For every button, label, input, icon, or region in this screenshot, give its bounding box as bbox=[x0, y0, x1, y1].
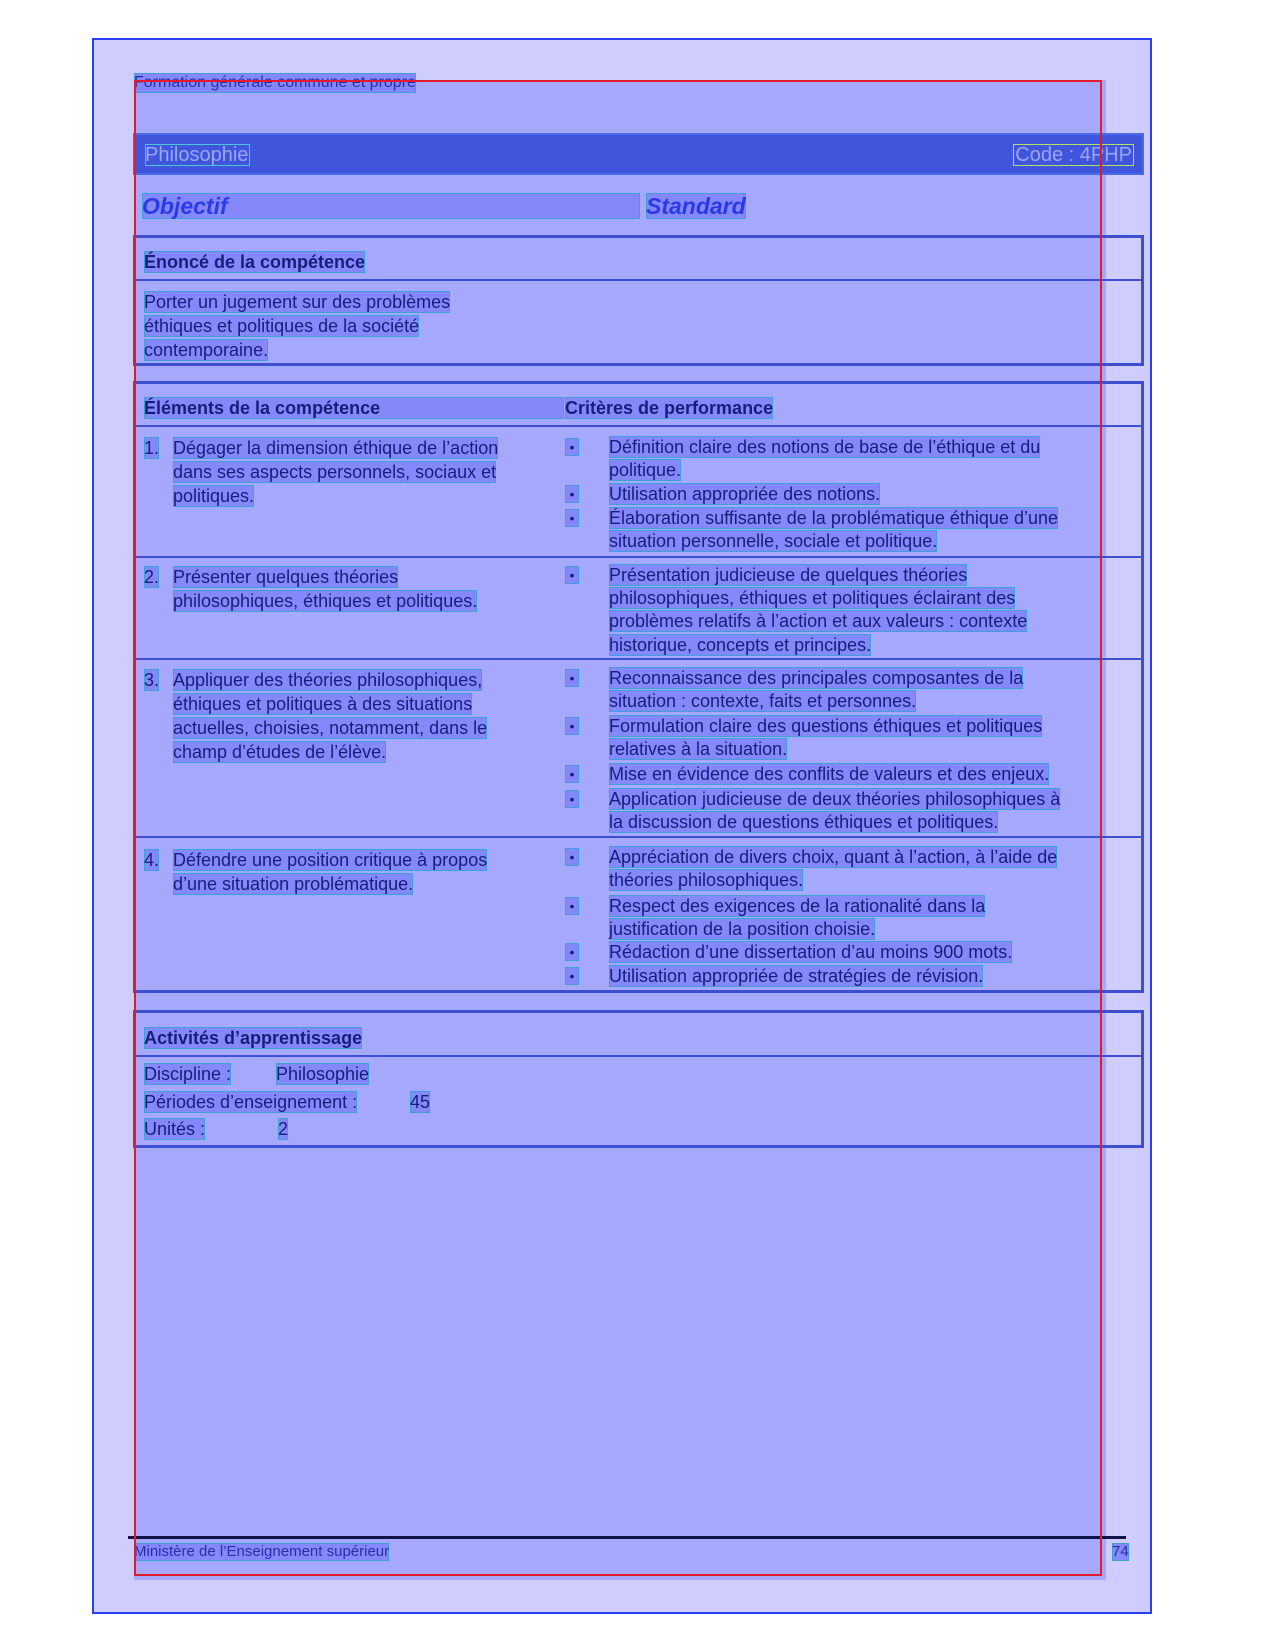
bullet-icon: • bbox=[565, 897, 579, 915]
bullet-icon: • bbox=[565, 485, 579, 503]
element-line: dans ses aspects personnels, sociaux et bbox=[173, 462, 497, 482]
element-line: Présenter quelques théories bbox=[173, 567, 399, 587]
element-number: 1. bbox=[144, 438, 160, 458]
element-line: Appliquer des théories philosophiques, bbox=[173, 670, 483, 690]
elements-column-header: Éléments de la compétence bbox=[144, 397, 564, 419]
element-line: éthiques et politiques à des situations bbox=[173, 694, 473, 714]
discipline-value: Philosophie bbox=[276, 1064, 370, 1084]
course-code: Code : 4PHP bbox=[1015, 144, 1132, 166]
element-line: champ d’études de l’élève. bbox=[173, 742, 387, 762]
criterion-line: politique. bbox=[609, 460, 682, 480]
bullet-icon: • bbox=[565, 790, 579, 808]
criterion-line: relatives à la situation. bbox=[609, 739, 788, 759]
criterion-line: situation : contexte, faits et personnes. bbox=[609, 691, 917, 711]
element-line: Dégager la dimension éthique de l’action bbox=[173, 438, 499, 458]
activites-title: Activités d’apprentissage bbox=[144, 1028, 363, 1048]
criterion-line: justification de la position choisie. bbox=[609, 919, 876, 939]
bullet-icon: • bbox=[565, 566, 579, 584]
bullet-icon: • bbox=[565, 669, 579, 687]
bullet-icon: • bbox=[565, 438, 579, 456]
divider bbox=[133, 1055, 1144, 1057]
bullet-icon: • bbox=[565, 509, 579, 527]
criterion-line: historique, concepts et principes. bbox=[609, 635, 872, 655]
element-line: philosophiques, éthiques et politiques. bbox=[173, 591, 478, 611]
objectif-heading: Objectif bbox=[142, 193, 640, 219]
unites-value: 2 bbox=[278, 1119, 289, 1139]
criterion-line: situation personnelle, sociale et politique. bbox=[609, 531, 938, 551]
criterion-line: Appréciation de divers choix, quant à l’action, à l’aide de bbox=[609, 847, 1058, 867]
element-line: actuelles, choisies, notamment, dans le bbox=[173, 718, 488, 738]
standard-heading: Standard bbox=[646, 193, 746, 219]
enonce-line: contemporaine. bbox=[144, 340, 269, 360]
divider bbox=[133, 279, 1144, 281]
divider bbox=[133, 425, 1144, 427]
periodes-value: 45 bbox=[410, 1092, 431, 1112]
bullet-icon: • bbox=[565, 943, 579, 961]
criterion-line: Présentation judicieuse de quelques théories bbox=[609, 565, 968, 585]
document-top-header: Formation générale commune et propre bbox=[134, 74, 416, 91]
divider bbox=[133, 836, 1144, 838]
criterion-line: Utilisation appropriée de stratégies de révision. bbox=[609, 966, 984, 986]
bullet-icon: • bbox=[565, 765, 579, 783]
criterion-line: Application judicieuse de deux théories philosophiques à bbox=[609, 789, 1061, 809]
element-line: d’une situation problématique. bbox=[173, 874, 414, 894]
course-title: Philosophie bbox=[145, 144, 249, 166]
enonce-title: Énoncé de la compétence bbox=[144, 252, 366, 272]
footer-ministry: Ministère de l’Enseignement supérieur bbox=[134, 1543, 390, 1560]
divider bbox=[133, 658, 1144, 660]
footer-rule bbox=[128, 1536, 1126, 1539]
periodes-label: Périodes d’enseignement : bbox=[144, 1092, 358, 1112]
divider bbox=[133, 556, 1144, 558]
element-line: politiques. bbox=[173, 486, 255, 506]
bullet-icon: • bbox=[565, 967, 579, 985]
criterion-line: Respect des exigences de la rationalité dans la bbox=[609, 896, 986, 916]
unites-label: Unités : bbox=[144, 1119, 206, 1139]
criterion-line: Mise en évidence des conflits de valeurs et des enjeux. bbox=[609, 764, 1050, 784]
criterion-line: la discussion de questions éthiques et politiques. bbox=[609, 812, 999, 832]
bullet-icon: • bbox=[565, 717, 579, 735]
page-number: 74 bbox=[1112, 1543, 1129, 1560]
bullet-icon: • bbox=[565, 848, 579, 866]
criteres-column-header: Critères de performance bbox=[565, 398, 774, 418]
criterion-line: philosophiques, éthiques et politiques éclairant des bbox=[609, 588, 1016, 608]
criterion-line: Rédaction d’une dissertation d’au moins 900 mots. bbox=[609, 942, 1013, 962]
criterion-line: Reconnaissance des principales composantes de la bbox=[609, 668, 1024, 688]
criterion-line: Élaboration suffisante de la problématique éthique d’une bbox=[609, 508, 1058, 528]
element-number: 4. bbox=[144, 850, 160, 870]
enonce-line: éthiques et politiques de la société bbox=[144, 316, 420, 336]
criterion-line: problèmes relatifs à l’action et aux valeurs : contexte bbox=[609, 611, 1028, 631]
element-line: Défendre une position critique à propos bbox=[173, 850, 488, 870]
element-number: 2. bbox=[144, 567, 160, 587]
criterion-line: Définition claire des notions de base de l’éthique et du bbox=[609, 437, 1041, 457]
element-number: 3. bbox=[144, 670, 160, 690]
discipline-label: Discipline : bbox=[144, 1064, 232, 1084]
criterion-line: Utilisation appropriée des notions. bbox=[609, 484, 881, 504]
enonce-line: Porter un jugement sur des problèmes bbox=[144, 292, 451, 312]
criterion-line: Formulation claire des questions éthiques et politiques bbox=[609, 716, 1043, 736]
course-title-bar bbox=[133, 133, 1144, 175]
criterion-line: théories philosophiques. bbox=[609, 870, 804, 890]
